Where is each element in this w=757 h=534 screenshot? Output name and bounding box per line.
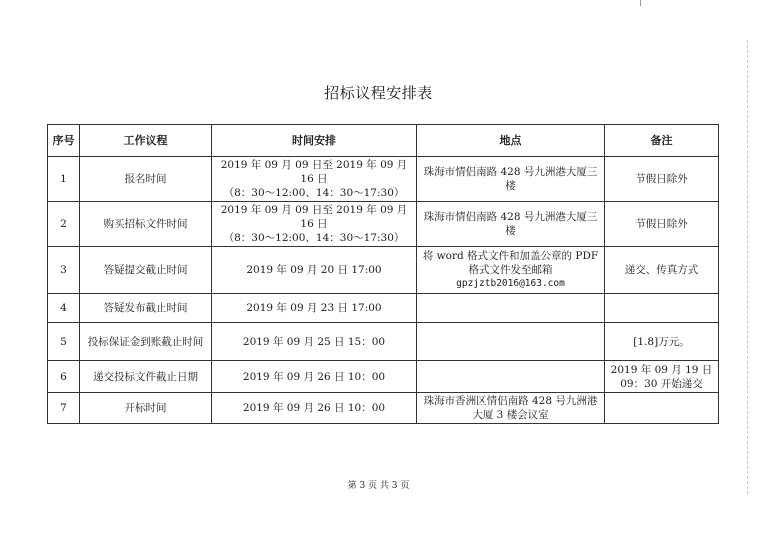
cell-seq: 3 (48, 247, 80, 294)
cell-item: 购买招标文件时间 (80, 202, 212, 247)
table-row (48, 393, 719, 424)
cell-item: 投标保证金到账截止时间 (80, 323, 212, 361)
header-seq: 序号 (48, 125, 80, 157)
cell-note: 递交、传真方式 (605, 247, 719, 294)
header-item: 工作议程 (80, 125, 212, 157)
email-address: gpzjztb2016@163.com (456, 278, 565, 289)
cell-place (417, 361, 605, 393)
cell-time (212, 202, 417, 247)
cell-note: 节假日除外 (605, 157, 719, 202)
table-row (48, 294, 719, 323)
cell-seq: 2 (48, 202, 80, 247)
cell-item: 答疑发布截止时间 (80, 294, 212, 323)
cell-item: 报名时间 (80, 157, 212, 202)
table-row (48, 323, 719, 361)
cell-seq: 1 (48, 157, 80, 202)
cell-item: 递交投标文件截止日期 (80, 361, 212, 393)
table-row (48, 361, 719, 393)
cell-seq: 4 (48, 294, 80, 323)
scan-mark (640, 0, 641, 6)
table-row (48, 157, 719, 202)
cell-seq: 6 (48, 361, 80, 393)
header-time: 时间安排 (212, 125, 417, 157)
cell-item: 答疑提交截止时间 (80, 247, 212, 294)
cell-seq: 7 (48, 393, 80, 424)
cell-note (605, 393, 719, 424)
header-place: 地点 (417, 125, 605, 157)
place-line: 将 word 格式文件和加盖公章的 PDF 格式文件发至邮箱 (422, 250, 599, 276)
table-row (48, 247, 719, 294)
cell-time (212, 157, 417, 202)
cell-place: 珠海市情侣南路 428 号九洲港大厦三楼 (417, 202, 605, 247)
cell-note: 节假日除外 (605, 202, 719, 247)
scan-edge-line (747, 40, 748, 494)
cell-time: 2019 年 09 月 23 日 17:00 (212, 294, 417, 323)
cell-place (417, 247, 605, 294)
time-line: 2019 年 09 月 09 日至 2019 年 09 月 16 日 (220, 159, 408, 185)
cell-note (605, 294, 719, 323)
page-number: 第 3 页 共 3 页 (347, 481, 410, 491)
cell-note: 2019 年 09 月 19 日 09：30 开始递交 (605, 361, 719, 393)
cell-time: 2019 年 09 月 26 日 10：00 (212, 361, 417, 393)
schedule-table (47, 124, 719, 424)
cell-place (417, 323, 605, 361)
time-line: 2019 年 09 月 09 日至 2019 年 09 月 16 日 (220, 204, 408, 230)
cell-note: [1.8]万元。 (605, 323, 719, 361)
cell-seq: 5 (48, 323, 80, 361)
table-header-row (48, 125, 719, 157)
table-row (48, 202, 719, 247)
page-title: 招标议程安排表 (324, 84, 433, 102)
cell-place: 珠海市情侣南路 428 号九洲港大厦三楼 (417, 157, 605, 202)
header-note: 备注 (605, 125, 719, 157)
cell-place (417, 294, 605, 323)
cell-time: 2019 年 09 月 25 日 15：00 (212, 323, 417, 361)
cell-item: 开标时间 (80, 393, 212, 424)
time-line: （8：30～12:00、14：30～17:30） (223, 232, 405, 244)
cell-time: 2019 年 09 月 26 日 10：00 (212, 393, 417, 424)
cell-time: 2019 年 09 月 20 日 17:00 (212, 247, 417, 294)
time-line: （8：30～12:00、14：30～17:30） (223, 187, 405, 199)
cell-place: 珠海市香洲区情侣南路 428 号九洲港大厦 3 楼会议室 (417, 393, 605, 424)
